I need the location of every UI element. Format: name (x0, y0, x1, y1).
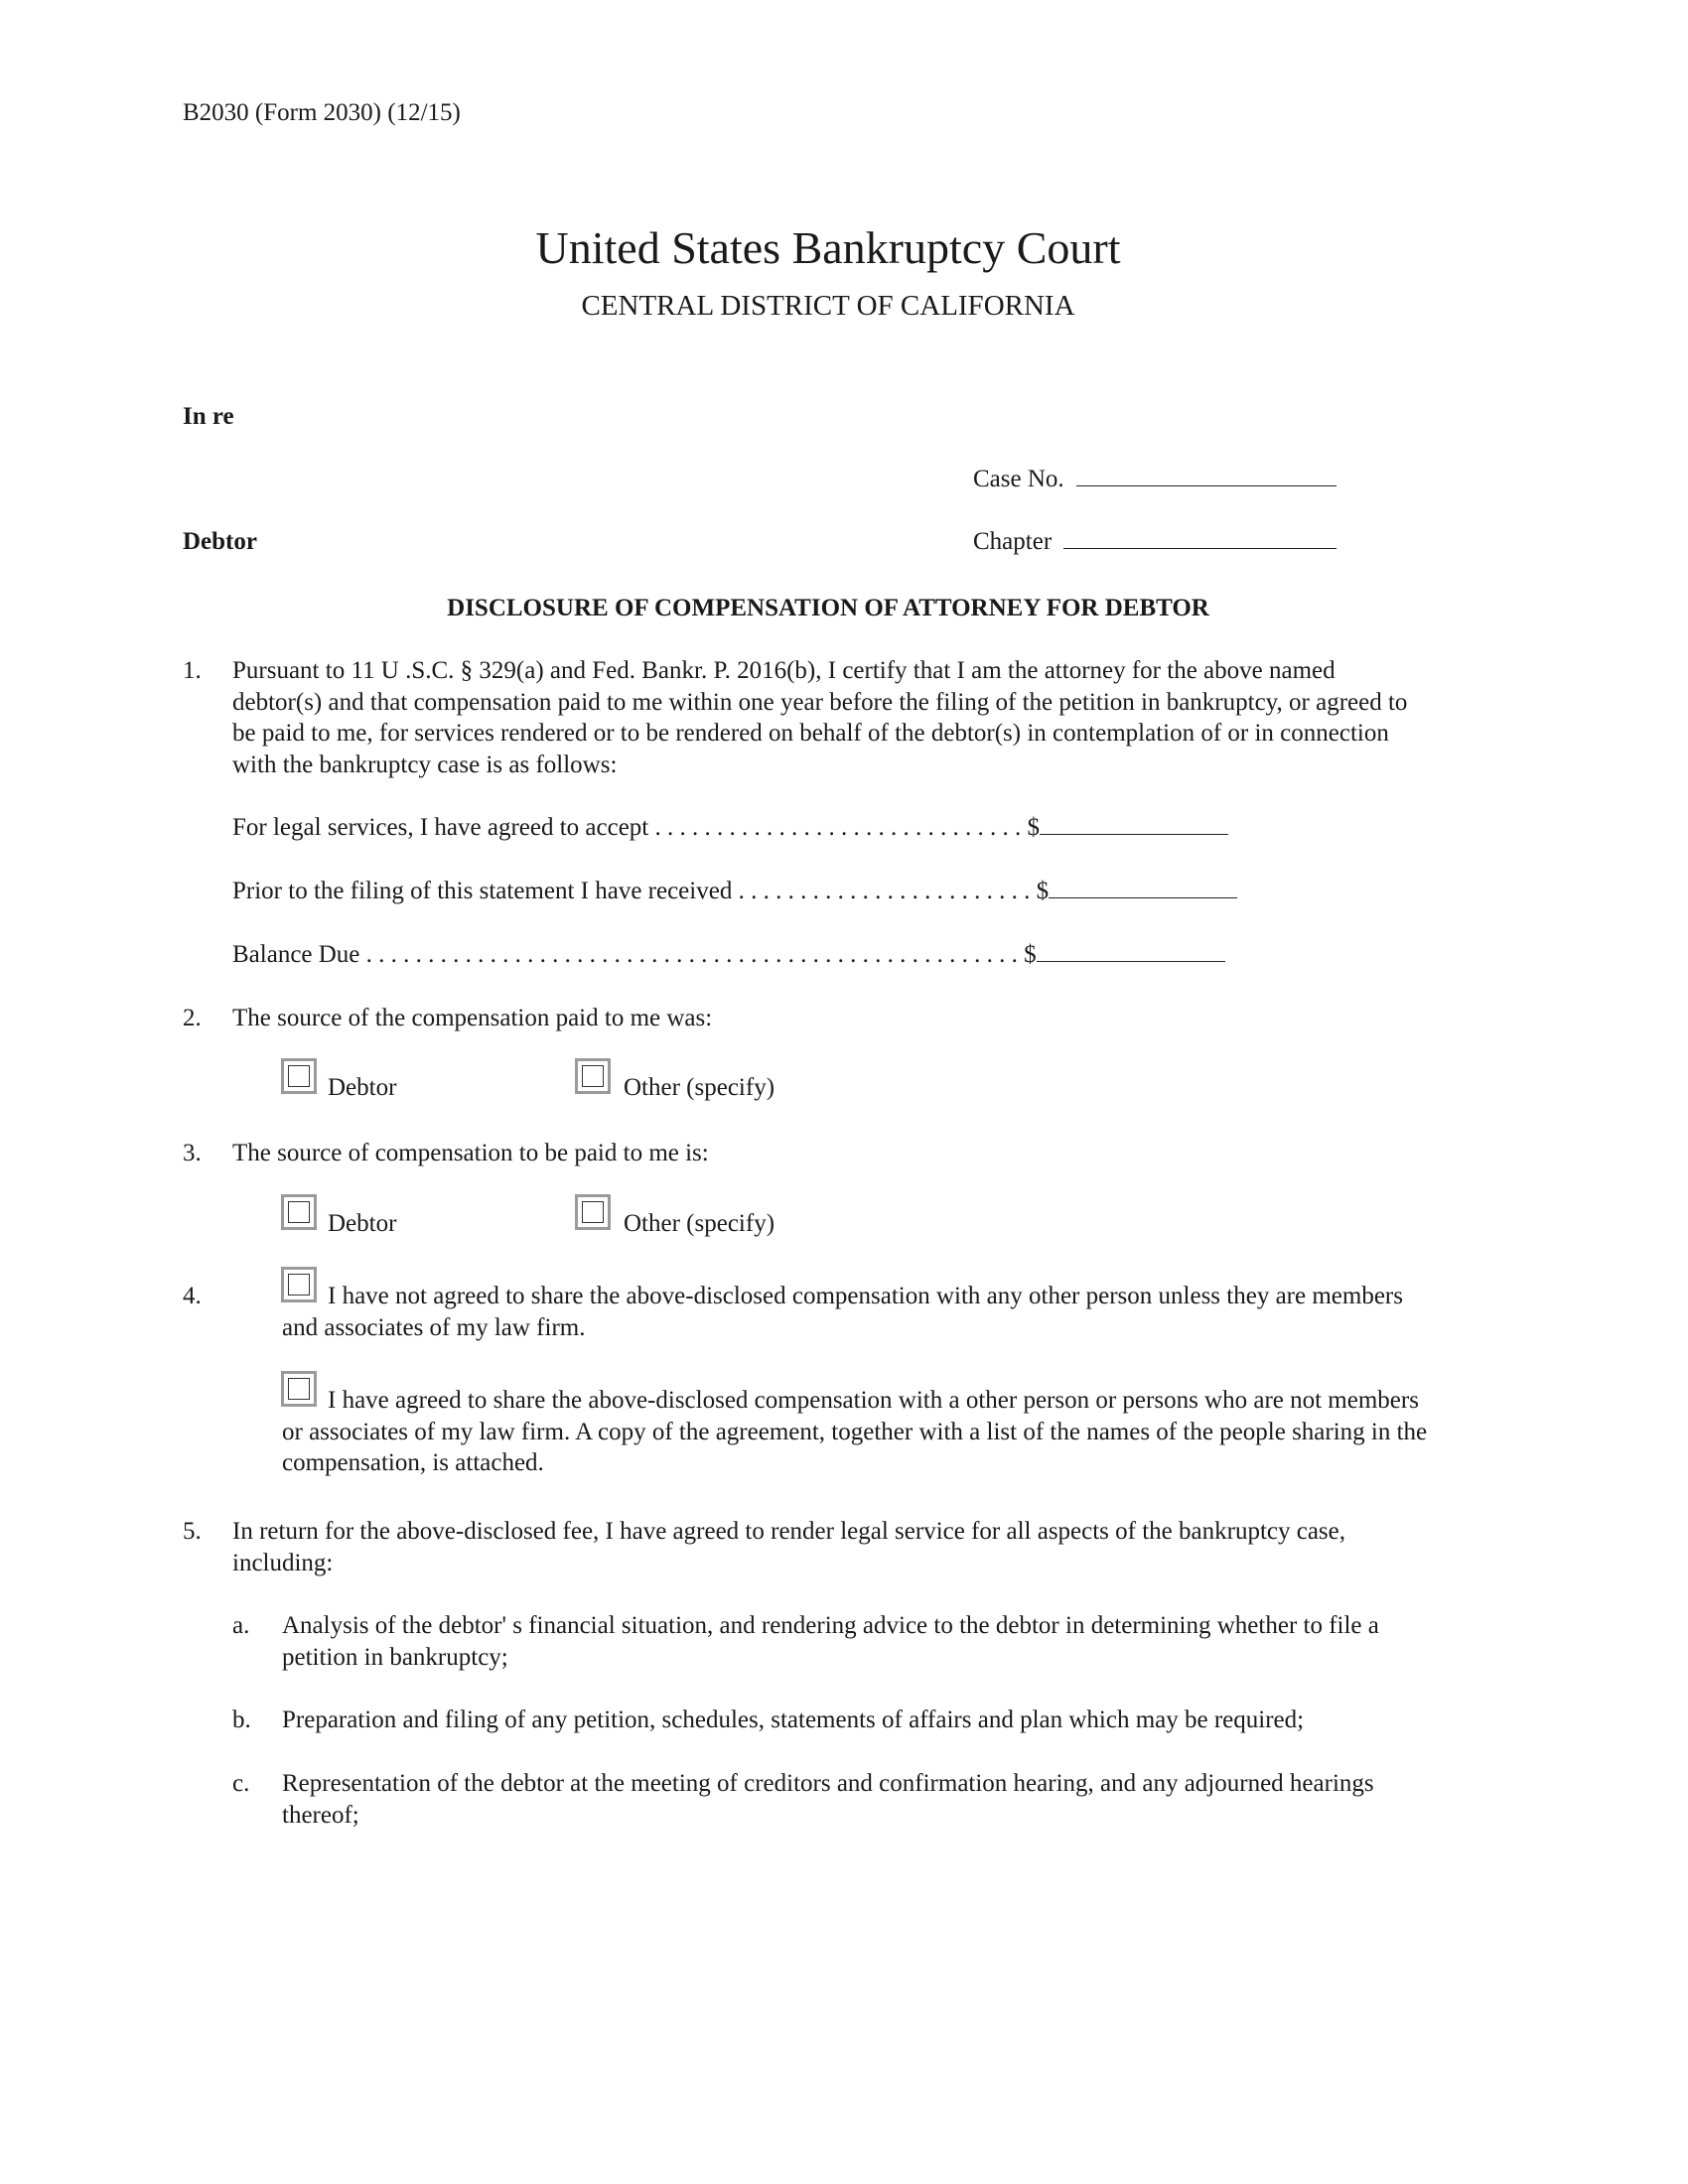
item-5c-text: Representation of the debtor at the meeting of creditors and confirmation hearing, and any adjourned hearings thereof; (282, 1770, 1374, 1829)
fee-line-balance (232, 939, 1225, 971)
item-2-other-label: Other (specify) (624, 1074, 775, 1101)
item-5b-text: Preparation and filing of any petition, schedules, statements of affairs and plan which may be required; (282, 1706, 1305, 1733)
chapter-row (973, 526, 1336, 558)
item-5c-letter: c. (232, 1770, 250, 1797)
form-identifier: B2030 (Form 2030) (12/15) (183, 99, 461, 126)
item-3-debtor-checkbox[interactable] (281, 1194, 317, 1230)
fee-agreed-field[interactable] (1040, 812, 1228, 835)
item-2-debtor-label: Debtor (328, 1074, 397, 1101)
case-number-field[interactable] (1076, 464, 1336, 486)
document-heading: DISCLOSURE OF COMPENSATION OF ATTORNEY FOR DEBTOR (447, 595, 1209, 621)
item-2-number: 2. (183, 1005, 202, 1031)
item-5b-letter: b. (232, 1706, 251, 1733)
fee-balance-field[interactable] (1037, 939, 1225, 962)
item-1-text: Pursuant to 11 U .S.C. § 329(a) and Fed. Bankr. P. 2016(b), I certify that I am the attorney for the above named debtor(s) and that compensation paid to me within one year before the filing of the petition in bankruptcy, or agreed to be paid to me, for services rendered or to be rendered on behalf of the debtor(s) in contemplation of or in connection with the bankruptcy case is as follows: (232, 657, 1408, 778)
item-5-number: 5. (183, 1518, 202, 1545)
item-3-number: 3. (183, 1140, 202, 1166)
item-4-not-shared-text: I have not agreed to share the above-disclosed compensation with any other person unless they are members and associates of my law firm. (282, 1283, 1403, 1341)
item-2-text: The source of the compensation paid to me was: (232, 1005, 713, 1031)
fee-line-leader: . . . . . . . . . . . . . . . . . . . . . . . . . . . . . . $ (648, 814, 1040, 841)
fee-received-field[interactable] (1049, 876, 1237, 898)
item-2-debtor-checkbox[interactable] (281, 1058, 317, 1094)
fee-line-label: Balance Due (232, 941, 360, 968)
court-district: CENTRAL DISTRICT OF CALIFORNIA (581, 290, 1075, 322)
fee-line-received (232, 876, 1237, 907)
chapter-field[interactable] (1063, 526, 1336, 549)
debtor-label: Debtor (183, 528, 257, 555)
item-5a-letter: a. (232, 1612, 250, 1639)
chapter-label: Chapter (973, 528, 1053, 555)
fee-line-leader: . . . . . . . . . . . . . . . . . . . . . . . . . . . . . . . . . . . . . . . . . . . . . . . . . . . . . $ (359, 941, 1037, 968)
case-number-row (973, 464, 1336, 495)
item-3-other-checkbox[interactable] (575, 1194, 611, 1230)
court-title: United States Bankruptcy Court (535, 222, 1121, 273)
case-number-label: Case No. (973, 466, 1064, 492)
fee-line-leader: . . . . . . . . . . . . . . . . . . . . . . . . $ (732, 878, 1050, 904)
item-3-text: The source of compensation to be paid to me is: (232, 1140, 709, 1166)
in-re-label: In re (183, 403, 234, 430)
item-4-shared-text: I have agreed to share the above-disclosed compensation with a other person or persons who are not members or associates of my law firm. A copy of the agreement, together with a list of the names of the people sharing in the compensation, is attached. (282, 1387, 1428, 1476)
fee-line-label: Prior to the filing of this statement I have received (232, 878, 733, 904)
item-4-number: 4. (183, 1283, 202, 1309)
item-5-text: In return for the above-disclosed fee, I have agreed to render legal service for all aspects of the bankruptcy case, including: (232, 1518, 1346, 1576)
item-3-other-label: Other (specify) (624, 1210, 775, 1237)
item-3-debtor-label: Debtor (328, 1210, 397, 1237)
item-1-number: 1. (183, 657, 202, 684)
fee-line-label: For legal services, I have agreed to accept (232, 814, 649, 841)
item-5a-text: Analysis of the debtor' s financial situation, and rendering advice to the debtor in determining whether to file a petition in bankruptcy; (282, 1612, 1379, 1671)
item-2-other-checkbox[interactable] (575, 1058, 611, 1094)
fee-line-agreed (232, 812, 1228, 844)
